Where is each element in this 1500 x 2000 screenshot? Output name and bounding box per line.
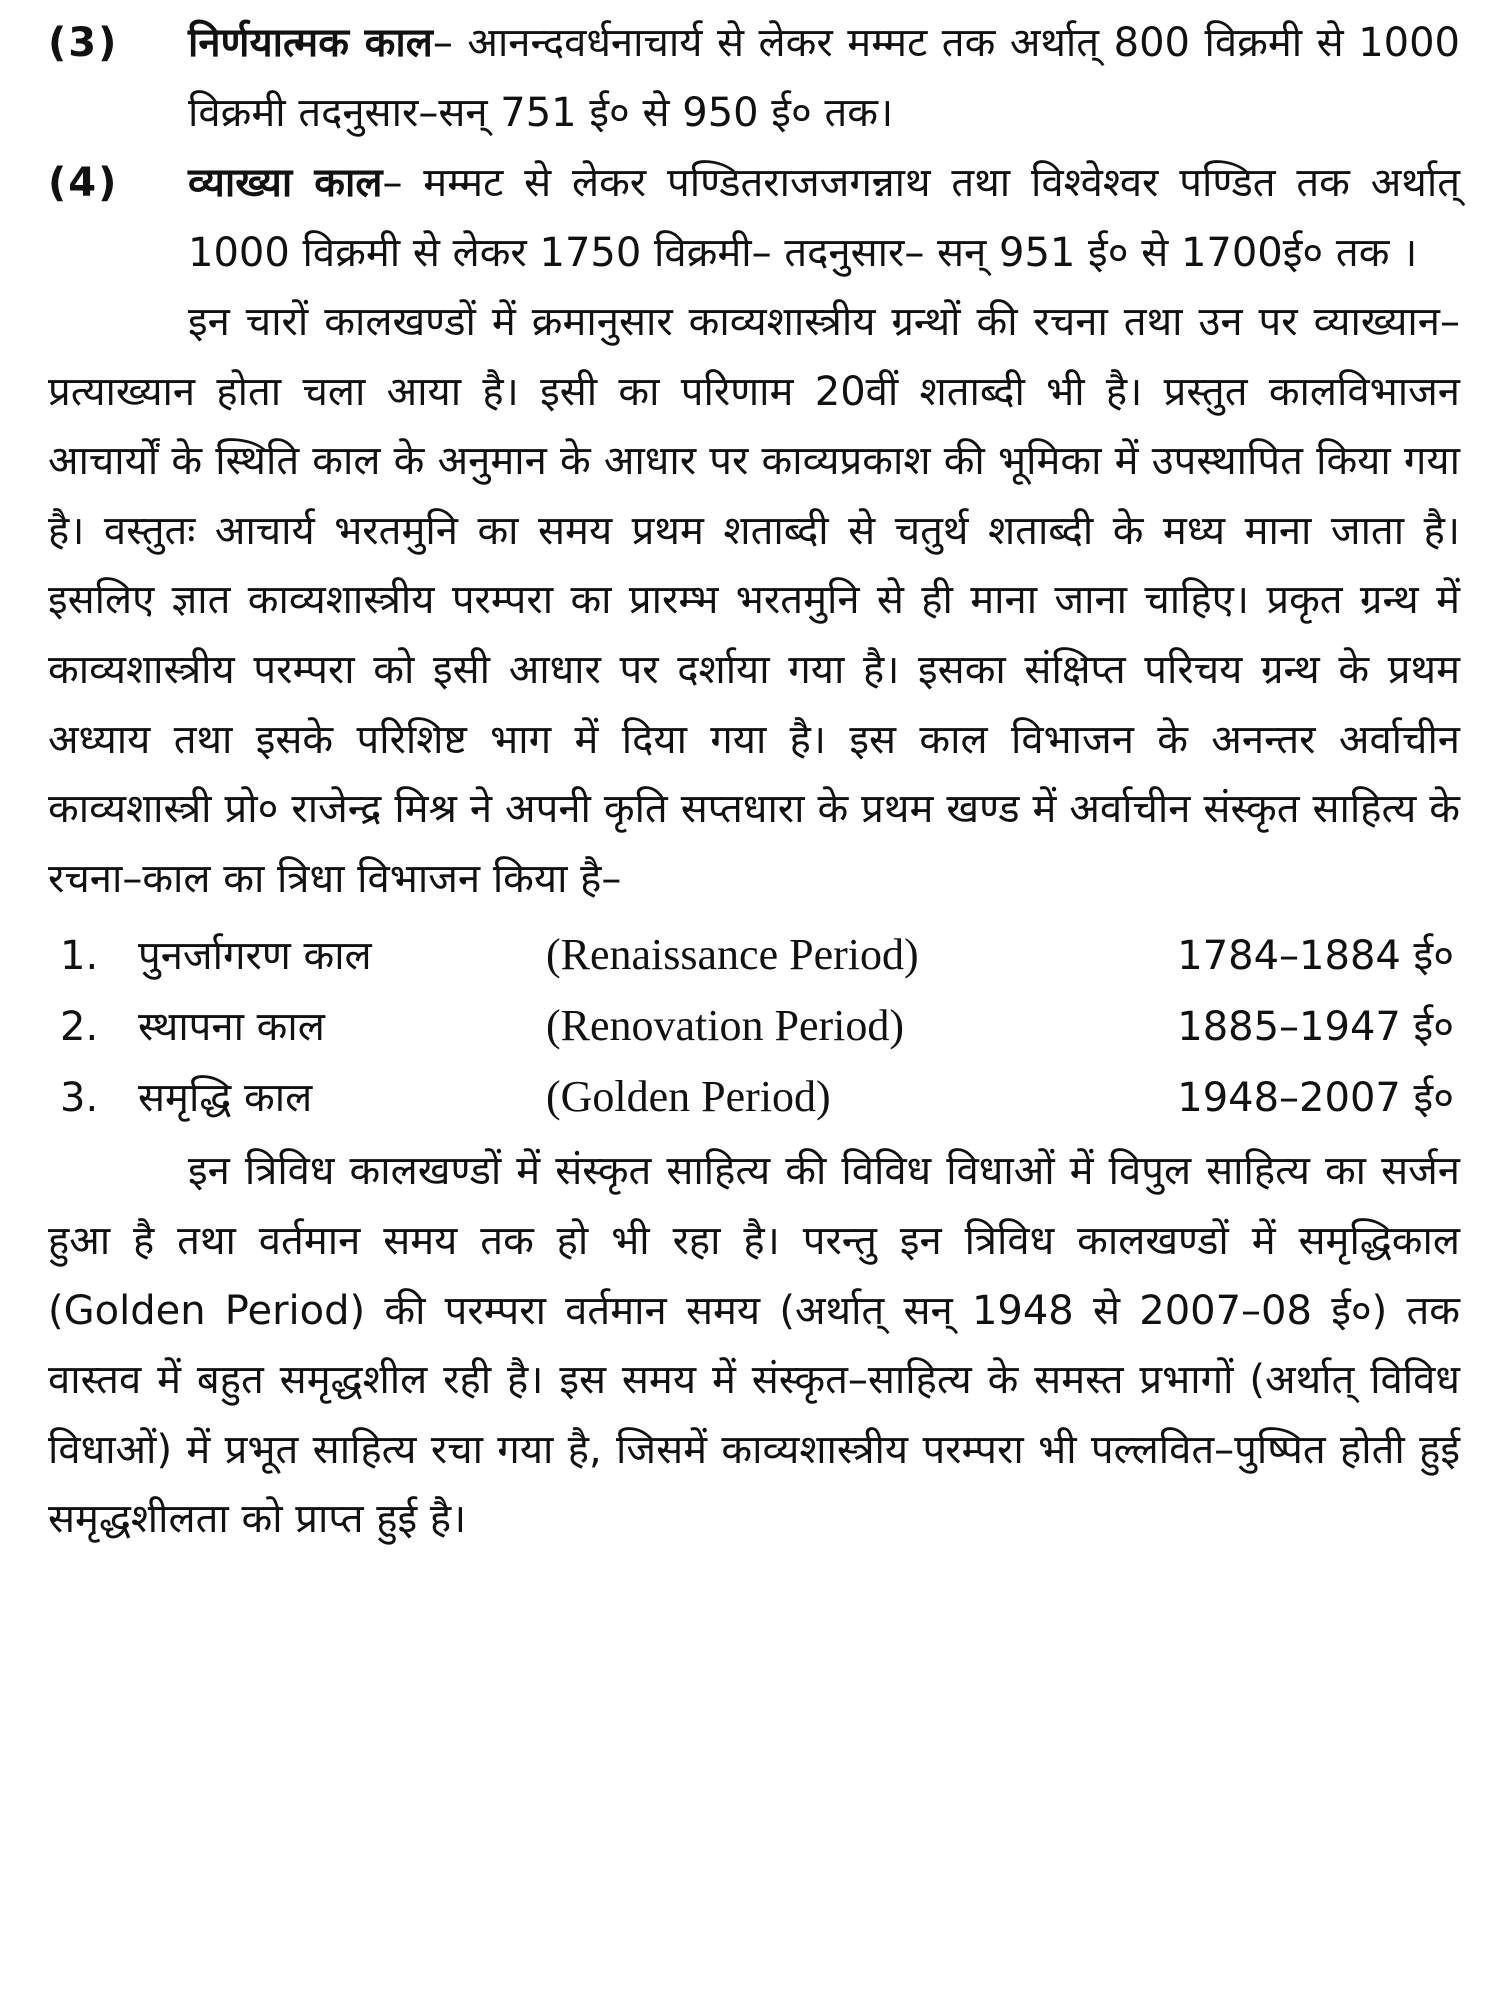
period-name: स्थापना काल — [138, 1004, 325, 1051]
item-number: (3) — [48, 20, 119, 66]
period-english-name: (Golden Period) — [546, 1072, 831, 1122]
list-item-period-4 — [48, 148, 1460, 288]
period-range: 1948–2007 ई० — [1177, 1075, 1454, 1122]
item-body — [188, 148, 1460, 288]
list-item-period-3 — [48, 8, 1460, 148]
period-row — [48, 991, 1460, 1062]
period-list — [48, 920, 1460, 1133]
item-term: व्याख्या काल — [188, 160, 383, 206]
period-range: 1885–1947 ई० — [1177, 1004, 1454, 1051]
period-name: पुनर्जागरण काल — [138, 933, 372, 980]
item-text: – आनन्दवर्धनाचार्य से लेकर मम्मट तक अर्थात् 800 विक्रमी से 1000 विक्रमी तदनुसार–सन् 751 ई० से 950 ई० तक। — [188, 20, 1461, 136]
period-number: 2. — [60, 1004, 99, 1051]
paragraph: इन त्रिविध कालखण्डों में संस्कृत साहित्य की विविध विधाओं में विपुल साहित्य का सर्जन हुआ है तथा वर्तमान समय तक हो भी रहा है। परन्तु इन त्रिविध कालखण्डों में समृद्धिकाल (Golden Period) की परम्परा वर्तमान समय (अर्थात् सन् 1948 से 2007–08 ई०) तक वास्तव में बहुत समृद्धशील रही है। इस समय में संस्कृत–साहित्य के समस्त प्रभागों (अर्थात् विविध विधाओं) में प्रभूत साहित्य रचा गया है, जिसमें काव्यशास्त्रीय परम्परा भी पल्लवित–पुष्पित होती हुई समृद्धशीलता को प्राप्त हुई है। — [48, 1148, 1460, 1543]
period-number: 1. — [60, 933, 99, 980]
paragraph: इन चारों कालखण्डों में क्रमानुसार काव्यशास्त्रीय ग्रन्थों की रचना तथा उन पर व्याख्यान–प्रत्याख्यान होता चला आया है। इसी का परिणाम 20वीं शताब्दी भी है। प्रस्तुत कालविभाजन आचार्यों के स्थिति काल के अनुमान के आधार पर काव्यप्रकाश की भूमिका में उपस्थापित किया गया है। वस्तुतः आचार्य भरतमुनि का समय प्रथम शताब्दी से चतुर्थ शताब्दी के मध्य माना जाता है। इसलिए ज्ञात काव्यशास्त्रीय परम्परा का प्रारम्भ भरतमुनि से ही माना जाना चाहिए। प्रकृत ग्रन्थ में काव्यशास्त्रीय परम्परा को इसी आधार पर दर्शाया गया है। इसका संक्षिप्त परिचय ग्रन्थ के प्रथम अध्याय तथा इसके परिशिष्ट भाग में दिया गया है। इस काल विभाजन के अनन्तर अर्वाचीन काव्यशास्त्री प्रो० राजेन्द्र मिश्र ने अपनी कृति सप्तधारा के प्रथम खण्ड में अर्वाचीन संस्कृत साहित्य के रचना–काल का त्रिधा विभाजन किया है– — [48, 299, 1460, 902]
period-english-name: (Renovation Period) — [546, 1001, 905, 1051]
item-text: – मम्मट से लेकर पण्डितराजजगन्नाथ तथा विश्वेश्वर पण्डित तक अर्थात् 1000 विक्रमी से लेकर 1750 विक्रमी– तदनुसार– सन् 951 ई० से 1700ई० तक । — [188, 160, 1460, 276]
item-number: (4) — [48, 160, 119, 206]
period-row — [48, 920, 1460, 991]
item-body — [188, 8, 1460, 148]
period-row — [48, 1062, 1460, 1133]
period-english-name: (Renaissance Period) — [546, 930, 919, 980]
item-term: निर्णयात्मक काल — [188, 20, 433, 66]
period-number: 3. — [60, 1075, 99, 1122]
period-range: 1784–1884 ई० — [1177, 933, 1454, 980]
period-name: समृद्धि काल — [138, 1075, 313, 1122]
